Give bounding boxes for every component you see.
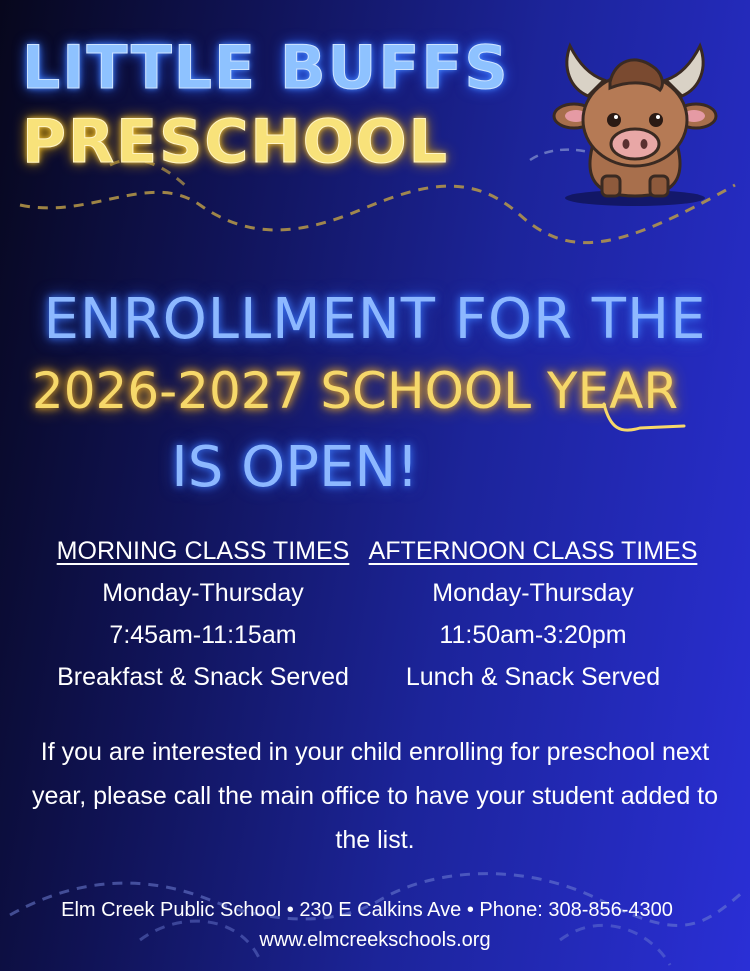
afternoon-class-times [368,530,698,698]
enrollment-headline-line-1: ENROLLMENT FOR THE [43,287,707,352]
morning-hours: 7:45am-11:15am [109,621,297,649]
afternoon-hours: 11:50am-3:20pm [439,621,627,649]
afternoon-meals: Lunch & Snack Served [405,663,661,691]
buffalo-mascot-icon [540,38,730,208]
morning-class-times [38,530,368,698]
enrollment-message: If you are interested in your child enrolling for preschool next year, please call the main office to have your student added to the list. [31,738,719,854]
enrollment-headline-line-2: 2026-2027 SCHOOL YEAR [31,362,679,420]
morning-meals: Breakfast & Snack Served [57,663,349,691]
afternoon-heading: AFTERNOON CLASS TIMES [368,537,698,565]
school-title-line-2: PRESCHOOL [22,107,449,177]
school-title-line-1: LITTLE BUFFS [22,33,510,103]
morning-days: Monday-Thursday [102,579,304,607]
enrollment-headline-line-3: IS OPEN! [171,435,419,500]
school-contact-line: Elm Creek Public School • 230 E Calkins Ave • Phone: 308-856-4300 [61,899,673,921]
morning-heading: MORNING CLASS TIMES [56,537,350,565]
school-website: www.elmcreekschools.org [259,929,491,951]
underline-swoosh-decoration [600,398,690,438]
afternoon-days: Monday-Thursday [432,579,634,607]
